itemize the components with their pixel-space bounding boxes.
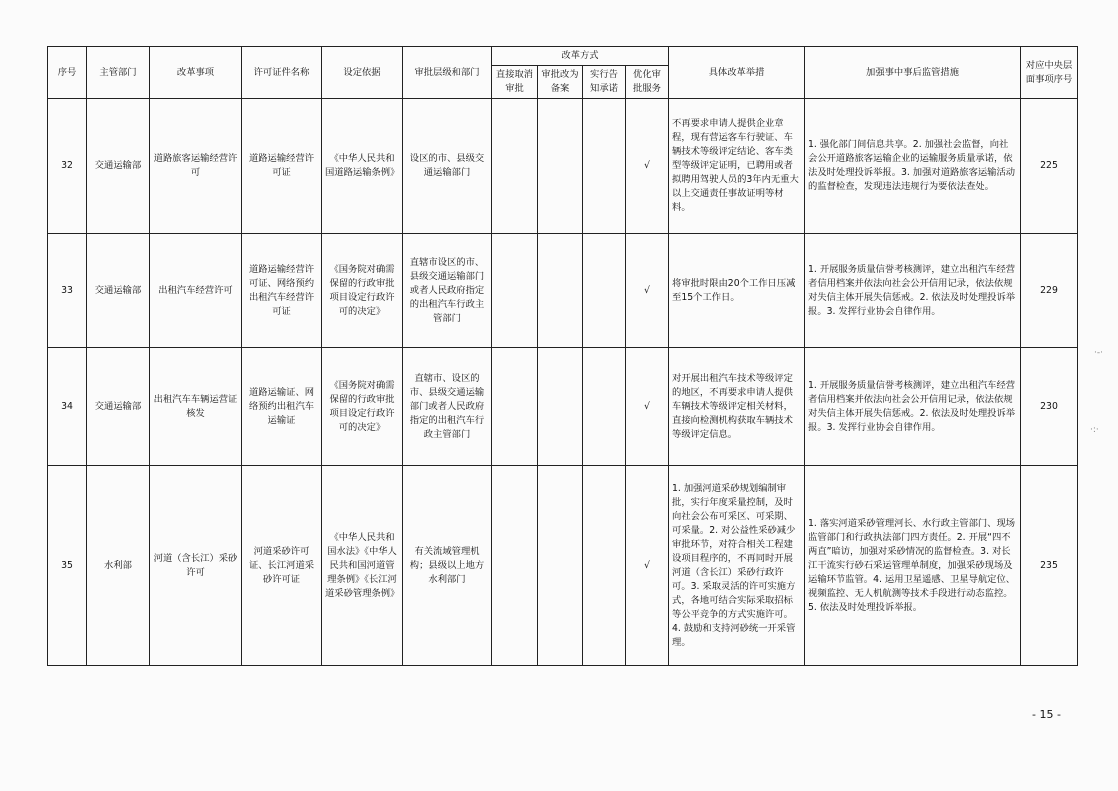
cell-supervision: 1. 强化部门间信息共享。2. 加强社会监督，向社会公开道路旅客运输企业的运输服务质量承诺，依法及时处理投诉举报。3. 加强对道路旅客运输活动的监督检查，发现违法违规行为要依法查处。 xyxy=(805,99,1021,234)
cell-method-cancel xyxy=(492,99,538,234)
cell-supervision: 1. 开展服务质量信誉考核测评，建立出租汽车经营者信用档案并依法向社会公开信用记录，依法依规对失信主体开展失信惩戒。2. 依法及时处理投诉举报。3. 发挥行业协会自律作用。 xyxy=(805,348,1021,466)
cell-no: 34 xyxy=(48,348,87,466)
cell-item: 出租汽车车辆运营证核发 xyxy=(150,348,242,466)
page-number: - 15 - xyxy=(1032,708,1061,721)
cell-method-filing xyxy=(538,234,583,348)
cell-method-optimize-check: √ xyxy=(626,466,669,666)
header-dept: 主管部门 xyxy=(87,47,150,99)
cell-method-notify xyxy=(583,234,626,348)
header-row-1 xyxy=(48,47,1078,66)
cell-dept: 水利部 xyxy=(87,466,150,666)
header-basis: 设定依据 xyxy=(322,47,403,99)
cell-method-optimize-check: √ xyxy=(626,348,669,466)
header-item: 改革事项 xyxy=(150,47,242,99)
cell-central: 235 xyxy=(1021,466,1078,666)
cell-level: 有关流域管理机构；县级以上地方水利部门 xyxy=(403,466,492,666)
cell-item: 出租汽车经营许可 xyxy=(150,234,242,348)
cell-method-cancel xyxy=(492,466,538,666)
cell-license: 道路运输经营许可证、网络预约出租汽车经营许可证 xyxy=(242,234,322,348)
cell-measures: 1. 加强河道采砂规划编制审批，实行年度采量控制，及时向社会公布可采区、可采期、可采量。2. 对公益性采砂减少审批环节，对符合相关工程建设项目程序的，不再同时开展河道（含长江）采砂行政许可。3. 采取灵活的许可实施方式，各地可结合实际采取招标等公平竞争的方式实施许可。4. 鼓励和支持河砂统一开采管理。 xyxy=(669,466,805,666)
cell-method-cancel xyxy=(492,234,538,348)
cell-item: 道路旅客运输经营许可 xyxy=(150,99,242,234)
cell-central: 230 xyxy=(1021,348,1078,466)
header-supervision: 加强事中事后监管措施 xyxy=(805,47,1021,99)
cell-basis: 《中华人民共和国水法》《中华人民共和国河道管理条例》《长江河道采砂管理条例》 xyxy=(322,466,403,666)
cell-method-filing xyxy=(538,99,583,234)
header-level: 审批层级和部门 xyxy=(403,47,492,99)
cell-basis: 《国务院对确需保留的行政审批项目设定行政许可的决定》 xyxy=(322,348,403,466)
cell-central: 229 xyxy=(1021,234,1078,348)
cell-license: 河道采砂许可证、长江河道采砂许可证 xyxy=(242,466,322,666)
header-central: 对应中央层面事项序号 xyxy=(1021,47,1078,99)
table-row xyxy=(48,99,1078,234)
cell-item: 河道（含长江）采砂许可 xyxy=(150,466,242,666)
cell-dept: 交通运输部 xyxy=(87,99,150,234)
reform-table xyxy=(47,46,1078,666)
cell-central: 225 xyxy=(1021,99,1078,234)
header-method-optimize: 优化审批服务 xyxy=(626,66,669,99)
cell-method-notify xyxy=(583,466,626,666)
header-method-cancel: 直接取消审批 xyxy=(492,66,538,99)
cell-method-notify xyxy=(583,348,626,466)
cell-method-filing xyxy=(538,348,583,466)
scan-speck-decoration: ·-· xyxy=(1094,348,1103,358)
header-no: 序号 xyxy=(48,47,87,99)
cell-measures: 不再要求申请人提供企业章程，现有营运客车行驶证、车辆技术等级评定结论、客车类型等级评定证明，已聘用或者拟聘用驾驶人员的3年内无重大以上交通责任事故证明等材料。 xyxy=(669,99,805,234)
header-measures: 具体改革举措 xyxy=(669,47,805,99)
header-method-notify: 实行告知承诺 xyxy=(583,66,626,99)
cell-no: 35 xyxy=(48,466,87,666)
cell-no: 32 xyxy=(48,99,87,234)
cell-supervision: 1. 开展服务质量信誉考核测评，建立出租汽车经营者信用档案并依法向社会公开信用记录，依法依规对失信主体开展失信惩戒。2. 依法及时处理投诉举报。3. 发挥行业协会自律作用。 xyxy=(805,234,1021,348)
cell-license: 道路运输证、网络预约出租汽车运输证 xyxy=(242,348,322,466)
cell-method-optimize-check: √ xyxy=(626,234,669,348)
cell-dept: 交通运输部 xyxy=(87,234,150,348)
cell-basis: 《国务院对确需保留的行政审批项目设定行政许可的决定》 xyxy=(322,234,403,348)
cell-no: 33 xyxy=(48,234,87,348)
table-row xyxy=(48,234,1078,348)
cell-measures: 将审批时限由20个工作日压减至15个工作日。 xyxy=(669,234,805,348)
cell-level: 设区的市、县级交通运输部门 xyxy=(403,99,492,234)
cell-level: 直辖市设区的市、县级交通运输部门或者人民政府指定的出租汽车行政主管部门 xyxy=(403,234,492,348)
header-license: 许可证件名称 xyxy=(242,47,322,99)
cell-level: 直辖市、设区的市、县级交通运输部门或者人民政府指定的出租汽车行政主管部门 xyxy=(403,348,492,466)
header-method-filing: 审批改为备案 xyxy=(538,66,583,99)
table-row xyxy=(48,348,1078,466)
header-method-group: 改革方式 xyxy=(492,47,669,66)
cell-method-filing xyxy=(538,466,583,666)
cell-dept: 交通运输部 xyxy=(87,348,150,466)
cell-method-cancel xyxy=(492,348,538,466)
cell-method-notify xyxy=(583,99,626,234)
scan-speck-decoration: ·:· xyxy=(1090,425,1099,435)
cell-basis: 《中华人民共和国道路运输条例》 xyxy=(322,99,403,234)
cell-method-optimize-check: √ xyxy=(626,99,669,234)
cell-measures: 对开展出租汽车技术等级评定的地区，不再要求申请人提供车辆技术等级评定相关材料，直接向检测机构获取车辆技术等级评定信息。 xyxy=(669,348,805,466)
cell-license: 道路运输经营许可证 xyxy=(242,99,322,234)
table-row xyxy=(48,466,1078,666)
cell-supervision: 1. 落实河道采砂管理河长、水行政主管部门、现场监管部门和行政执法部门四方责任。2. 开展“四不两直”暗访，加强对采砂情况的监督检查。3. 对长江干流实行砂石采运管理单制度，加强采砂现场及运输环节监管。4. 运用卫星遥感、卫星导航定位、视频监控、无人机航测等技术手段进行动态监控。5. 依法及时处理投诉举报。 xyxy=(805,466,1021,666)
